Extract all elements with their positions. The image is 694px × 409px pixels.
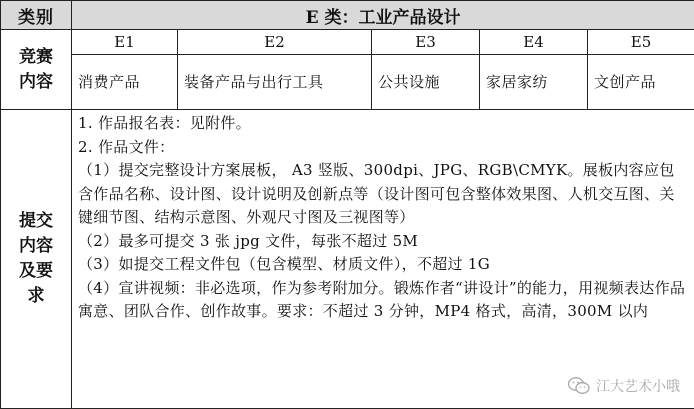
wechat-icon [568, 377, 590, 395]
item-name-e2: 装备产品与出行工具 [178, 55, 372, 110]
item-name-e1: 消费产品 [72, 55, 178, 110]
item-code-e5: E5 [588, 30, 694, 55]
item-name-e3: 公共设施 [372, 55, 480, 110]
requirement-line: （3）如提交工程文件包（包含模型、材质文件），不超过 1G [78, 253, 688, 277]
requirement-line: （4）宣讲视频：非必选项，作为参考附加分。锻炼作者“讲设计”的能力，用视频表达作品寓意、团队合作、创作故事。要求：不超过 3 分钟，MP4 格式，高清，300M 以内 [78, 277, 688, 324]
header-row [1, 1, 694, 30]
item-code-e3: E3 [372, 30, 480, 55]
requirements-row [1, 110, 694, 409]
requirements-label-line1: 提交 [1, 209, 71, 234]
watermark-text: 江大艺术小哦 [596, 376, 680, 396]
requirements-label-line3: 及要 [1, 259, 71, 284]
item-code-e1: E1 [72, 30, 178, 55]
item-name-e5: 文创产品 [588, 55, 694, 110]
item-name-e4: 家居家纺 [480, 55, 588, 110]
category-label: 类别 [1, 1, 72, 30]
requirement-line: 1. 作品报名表：见附件。 [78, 112, 688, 136]
competition-label-line2: 内容 [1, 70, 71, 95]
watermark [568, 376, 680, 396]
competition-name-row [1, 55, 694, 110]
requirements-side-label [1, 110, 72, 409]
category-title: E 类：工业产品设计 [72, 1, 694, 30]
requirements-label-line2: 内容 [1, 234, 71, 259]
competition-label-line1: 竞赛 [1, 45, 71, 70]
competition-code-row [1, 30, 694, 55]
competition-side-label [1, 30, 72, 110]
item-code-e2: E2 [178, 30, 372, 55]
requirements-content [72, 110, 694, 409]
item-code-e4: E4 [480, 30, 588, 55]
requirement-line: （1）提交完整设计方案展板， A3 竖版、300dpi、JPG、RGB\CMYK。展板内容应包含作品名称、设计图、设计说明及创新点等（设计图可包含整体效果图、人机交互图、关键细节图、结构示意图、外观尺寸图及三视图等） [78, 159, 688, 230]
requirement-line: （2）最多可提交 3 张 jpg 文件，每张不超过 5M [78, 230, 688, 254]
requirements-label-line4: 求 [1, 284, 71, 309]
requirement-line: 2. 作品文件： [78, 136, 688, 160]
